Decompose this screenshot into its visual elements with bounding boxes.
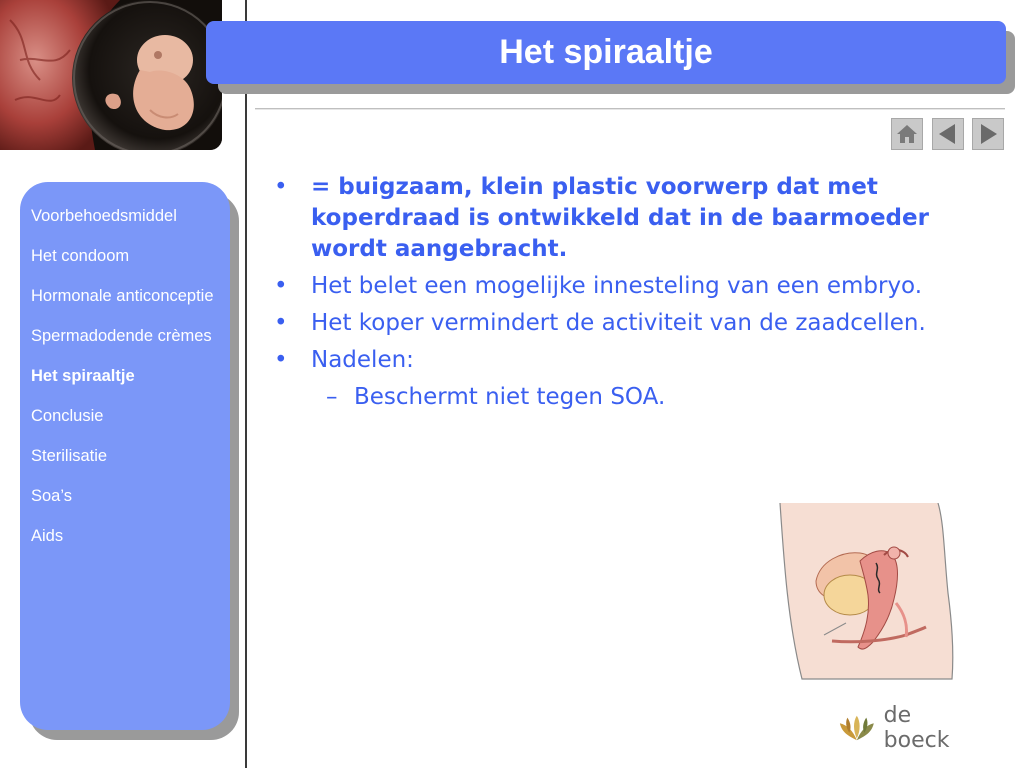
previous-button[interactable]: [932, 118, 964, 150]
horizontal-divider: [255, 108, 1005, 110]
previous-arrow-icon: [933, 119, 963, 149]
publisher-logo: [838, 703, 978, 753]
next-button[interactable]: [972, 118, 1004, 150]
sidebar-item-voorbehoedsmiddel[interactable]: Voorbehoedsmiddel: [31, 207, 177, 225]
sub-bullet-marker: –: [326, 384, 338, 410]
bullet-text: = buigzaam, klein plastic voorwerp dat met koperdraad is ontwikkeld dat in de baarmoeder wordt aangebracht.: [311, 174, 929, 262]
bullet-item: [266, 345, 966, 376]
bullet-text: Het koper vermindert de activiteit van de zaadcellen.: [311, 310, 926, 336]
sidebar-item-sterilisatie[interactable]: Sterilisatie: [31, 447, 108, 465]
home-icon: [892, 119, 922, 149]
next-arrow-icon: [973, 119, 1003, 149]
sub-bullet-text: Beschermt niet tegen SOA.: [354, 384, 666, 410]
sidebar-item-conclusie[interactable]: Conclusie: [31, 407, 104, 425]
vertical-divider: [245, 0, 247, 768]
sidebar-item-het-spiraaltje[interactable]: Het spiraaltje: [31, 367, 135, 385]
sidebar-item-hormonale-anticonceptie[interactable]: Hormonale anticonceptie: [31, 287, 214, 305]
leaves-logo-icon: [838, 713, 876, 743]
slide-title: Het spiraaltje: [499, 33, 713, 71]
bullet-item: [266, 172, 966, 265]
sidebar-menu: [20, 182, 230, 730]
bullet-marker: •: [274, 310, 288, 336]
bullet-text: Nadelen:: [311, 347, 414, 373]
bullet-item: [266, 308, 966, 339]
embryo-photo: [0, 0, 222, 150]
bullet-marker: •: [274, 347, 288, 373]
sidebar-item-het-condoom[interactable]: Het condoom: [31, 247, 130, 265]
home-button[interactable]: [891, 118, 923, 150]
bullet-item: [266, 271, 966, 302]
bullet-text: Het belet een mogelijke innesteling van een embryo.: [311, 273, 923, 299]
sidebar-item-aids[interactable]: Aids: [31, 527, 64, 545]
sidebar-item-spermadodende-cremes[interactable]: Spermadodende crèmes: [31, 327, 212, 345]
sidebar-item-soas[interactable]: Soa’s: [31, 487, 72, 505]
title-bar: [206, 21, 1006, 84]
publisher-name: de boeck: [883, 703, 950, 753]
anatomy-illustration: [776, 503, 956, 681]
slide-content: [266, 172, 966, 413]
bullet-marker: •: [274, 273, 288, 299]
bullet-marker: •: [274, 174, 288, 200]
sub-bullet-item: [322, 382, 966, 413]
